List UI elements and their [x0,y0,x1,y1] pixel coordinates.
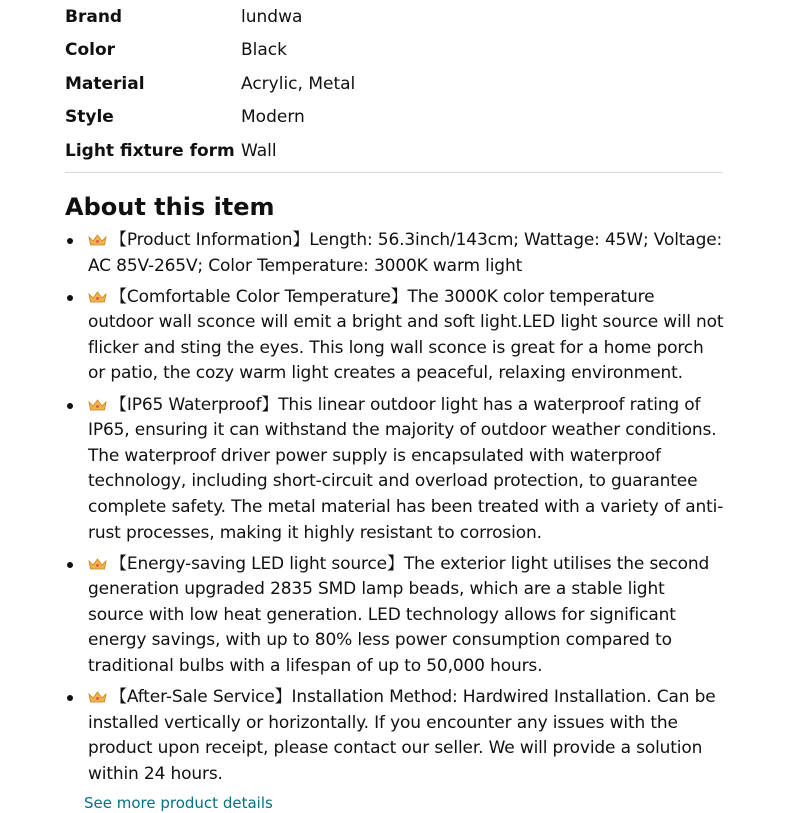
about-this-item-heading: About this item [65,193,275,221]
feature-bullet-text: 【IP65 Waterproof】This linear outdoor light has a waterproof rating of IP65, ensuring it can withstand the majority of outdoor weather conditions. The waterproof driver power supply is encapsulated with waterproof technology, including short-circuit and overload protection, to guarantee complete safety. The metal material has been treated with a variety of anti-rust processes, making it highly resistant to corrosion. [88,394,724,543]
spec-row-light-fixture-form [65,134,725,168]
spec-value: Modern [241,107,305,128]
crown-emoji-icon [88,234,107,246]
feature-bullet [65,393,725,547]
feature-bullet [65,552,725,680]
spec-row-material [65,67,725,101]
feature-bullet [65,285,725,387]
crown-emoji-icon [88,691,107,703]
feature-bullet [65,685,725,787]
spec-row-brand [65,0,725,34]
crown-emoji-icon [88,558,107,570]
feature-bullet-list [65,228,725,793]
feature-bullet-text: 【Comfortable Color Temperature】The 3000K color temperature outdoor wall sconce will emit a bright and soft light.LED light source will not flicker and sting the eyes. This long wall sconce is great for a home porch or patio, the cozy warm light creates a peaceful, relaxing environment. [88,286,724,384]
product-spec-table [65,0,725,168]
spec-key: Material [65,73,145,94]
spec-key: Style [65,107,114,128]
spec-key: Light fixture form [65,140,235,161]
spec-value: lundwa [241,6,303,27]
spec-value: Black [241,40,287,61]
spec-value: Acrylic, Metal [241,73,356,94]
crown-emoji-icon [88,399,107,411]
crown-emoji-icon [88,291,107,303]
section-divider [65,172,723,173]
spec-key: Color [65,40,116,61]
spec-key: Brand [65,6,123,27]
spec-value: Wall [241,140,277,161]
spec-row-color [65,34,725,68]
feature-bullet [65,228,725,279]
feature-bullet-text: 【After-Sale Service】Installation Method: Hardwired Installation. Can be installed vertically or horizontally. If you encounter any issues with the product upon receipt, please contact our seller. We will provide a solution within 24 hours. [88,687,716,784]
feature-bullet-text: 【Energy-saving LED light source】The exterior light utilises the second generation upgraded 2835 SMD lamp beads, which are a stable light source with low heat generation. LED technology allows for significant energy savings, with up to 80% less power consumption compared to traditional bulbs with a lifespan of up to 50,000 hours. [88,553,710,676]
feature-bullet-text: 【Product Information】Length: 56.3inch/143cm; Wattage: 45W; Voltage: AC 85V-265V; Color Temperature: 3000K warm light [88,230,723,276]
see-more-product-details-link[interactable]: See more product details [84,794,273,812]
spec-row-style [65,101,725,135]
